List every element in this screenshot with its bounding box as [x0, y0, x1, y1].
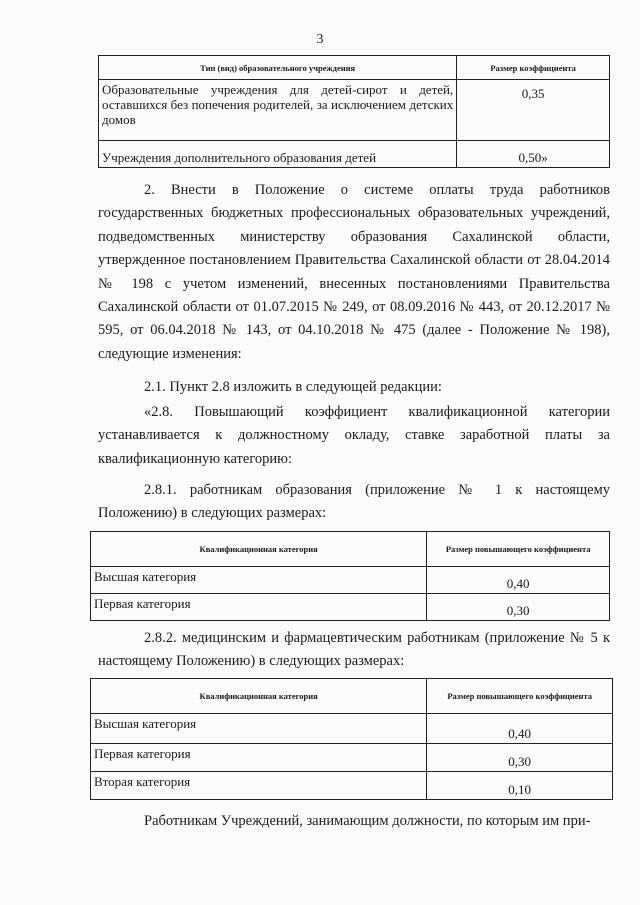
- institution-type-cell: Образовательные учреждения для детей-сирот и детей, оставшихся без попечения родителей, за исключением детских домов: [99, 80, 457, 141]
- category-cell: Первая категория: [91, 744, 427, 772]
- column-header: Тип (вид) образовательного учреждения: [99, 56, 457, 80]
- column-header: Размер коэффициента: [457, 56, 610, 80]
- paragraph-2-1: 2.1. Пункт 2.8 изложить в следующей редакции:: [144, 379, 442, 395]
- table-header-row: [99, 56, 610, 80]
- column-header: Квалификационная категория: [91, 532, 427, 567]
- institution-type-cell: Учреждения дополнительного образования детей: [99, 141, 457, 168]
- coefficient-cell: 0,50»: [457, 141, 610, 168]
- coefficient-cell: 0,40: [427, 567, 610, 594]
- coefficient-cell: 0,35: [457, 80, 610, 141]
- table-row: [91, 567, 610, 594]
- table-row: [91, 594, 610, 621]
- category-cell: Вторая категория: [91, 772, 427, 800]
- table-header-row: [91, 679, 613, 714]
- table-row: [99, 141, 610, 168]
- paragraph-final: Работникам Учреждений, занимающим должности, по которым им при-: [144, 813, 591, 829]
- paragraph-2-8: «2.8. Повышающий коэффициент квалификационной категории устанавливается к должностному окладу, ставке заработной платы за квалификационную категорию:: [98, 404, 610, 467]
- table-row: [91, 744, 613, 772]
- paragraph-2-8-1: 2.8.1. работникам образования (приложение № 1 к настоящему Положению) в следующих размерах:: [98, 482, 610, 522]
- medical-workers-coefficient-table: [90, 678, 613, 800]
- coefficient-cell: 0,40: [427, 714, 613, 744]
- category-cell: Высшая категория: [91, 714, 427, 744]
- table-row: [99, 80, 610, 141]
- table-row: [91, 772, 613, 800]
- institution-type-coefficient-table: [98, 55, 610, 168]
- column-header: Размер повышающего коэффициента: [427, 679, 613, 714]
- paragraph-2-8-2: 2.8.2. медицинским и фармацевтическим работникам (приложение № 5 к настоящему Положению) в следующих размерах:: [98, 630, 610, 670]
- category-cell: Высшая категория: [91, 567, 427, 594]
- table-header-row: [91, 532, 610, 567]
- column-header: Размер повышающего коэффициента: [427, 532, 610, 567]
- column-header: Квалификационная категория: [91, 679, 427, 714]
- education-workers-coefficient-table: [90, 531, 610, 621]
- page-number: 3: [316, 32, 324, 47]
- coefficient-cell: 0,30: [427, 744, 613, 772]
- category-cell: Первая категория: [91, 594, 427, 621]
- coefficient-cell: 0,10: [427, 772, 613, 800]
- table-row: [91, 714, 613, 744]
- paragraph-amendment-2: 2. Внести в Положение о системе оплаты труда работников государственных бюджетных профессиональных образовательных учреждений, подведомственных министерству образования Сахалинской области, утвержденное постановлением Правительства Сахалинской области от 28.04.2014 № 198 с учетом изменений, внесенных постановлениями Правительства Сахалинской области от 01.07.2015 № 249, от 08.09.2016 № 443, от 20.12.2017 № 595, от 06.04.2018 № 143, от 04.10.2018 № 475 (далее - Положение № 198), следующие изменения:: [98, 182, 610, 362]
- coefficient-cell: 0,30: [427, 594, 610, 621]
